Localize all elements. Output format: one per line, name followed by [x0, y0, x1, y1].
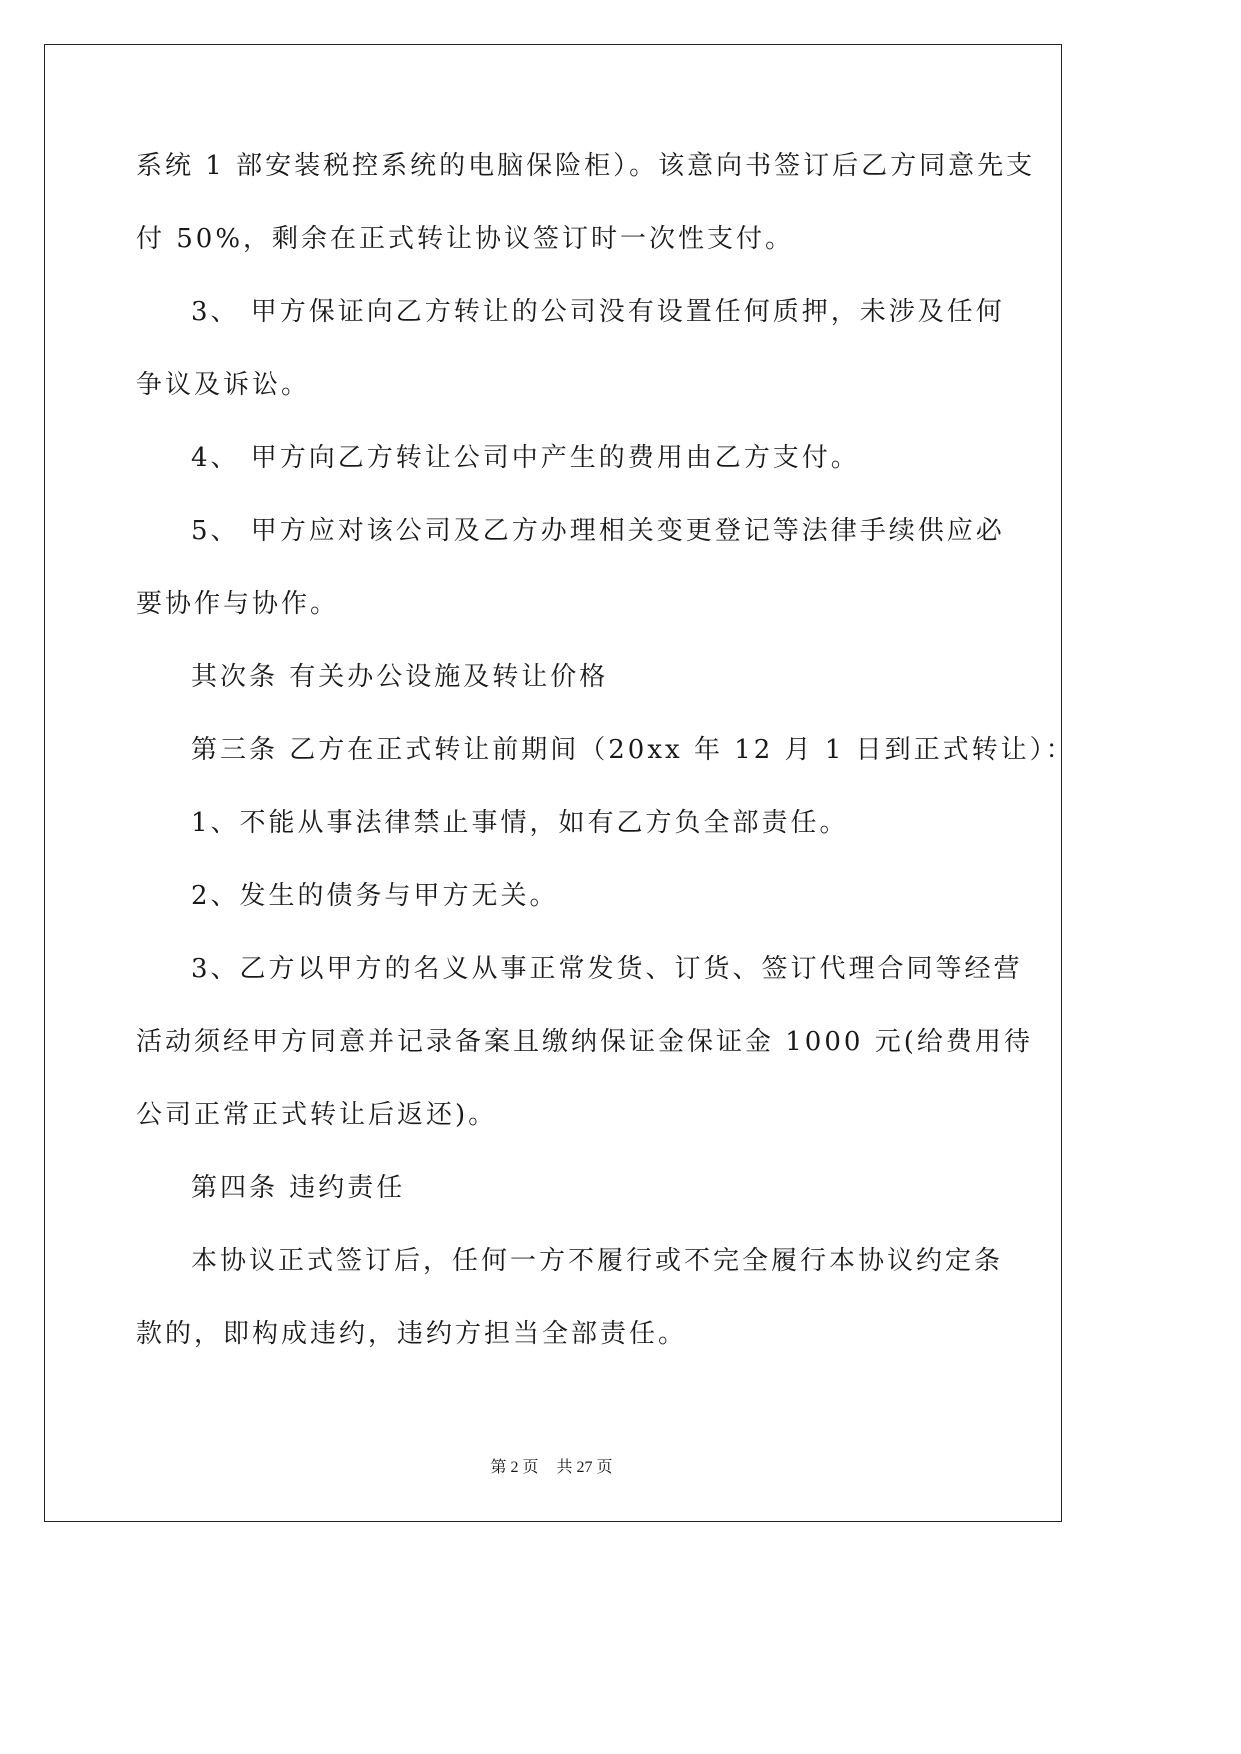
text-line: 活动须经甲方同意并记录备案且缴纳保证金保证金 1000 元(给费用待 [136, 1027, 1033, 1057]
clause-3: 3、 甲方保证向乙方转让的公司没有设置任何质押，未涉及任何 [191, 297, 1005, 327]
article3-item-1: 1、不能从事法律禁止事情，如有乙方负全部责任。 [191, 808, 849, 838]
article-heading-3: 第三条 乙方在正式转让前期间（20xx 年 12 月 1 日到正式转让）： [191, 735, 1075, 765]
clause-5: 5、 甲方应对该公司及乙方办理相关变更登记等法律手续供应必 [191, 516, 1005, 546]
article3-item-3: 3、乙方以甲方的名义从事正常发货、订货、签订代理合同等经营 [191, 954, 1023, 984]
page-footer [0, 1454, 1103, 1477]
text-line: 要协作与协作。 [136, 589, 340, 619]
article3-item-2: 2、发生的债务与甲方无关。 [191, 881, 559, 911]
page-total: 共 27 页 [556, 1459, 613, 1476]
page-number: 第 2 页 [490, 1459, 539, 1476]
clause-4: 4、 甲方向乙方转让公司中产生的费用由乙方支付。 [191, 443, 860, 473]
text-line: 系统 1 部安装税控系统的电脑保险柜）。该意向书签订后乙方同意先支 [136, 151, 1036, 181]
text-line: 付 50%，剩余在正式转让协议签订时一次性支付。 [136, 224, 795, 254]
text-line: 款的，即构成违约，违约方担当全部责任。 [136, 1319, 688, 1349]
article-heading-2: 其次条 有关办公设施及转让价格 [191, 662, 609, 692]
text-line: 争议及诉讼。 [136, 370, 311, 400]
article-heading-4: 第四条 违约责任 [191, 1173, 406, 1203]
document-body [136, 130, 1075, 1371]
text-line: 公司正常正式转让后返还)。 [136, 1100, 498, 1130]
article4-paragraph: 本协议正式签订后，任何一方不履行或不完全履行本协议约定条 [191, 1246, 1004, 1276]
